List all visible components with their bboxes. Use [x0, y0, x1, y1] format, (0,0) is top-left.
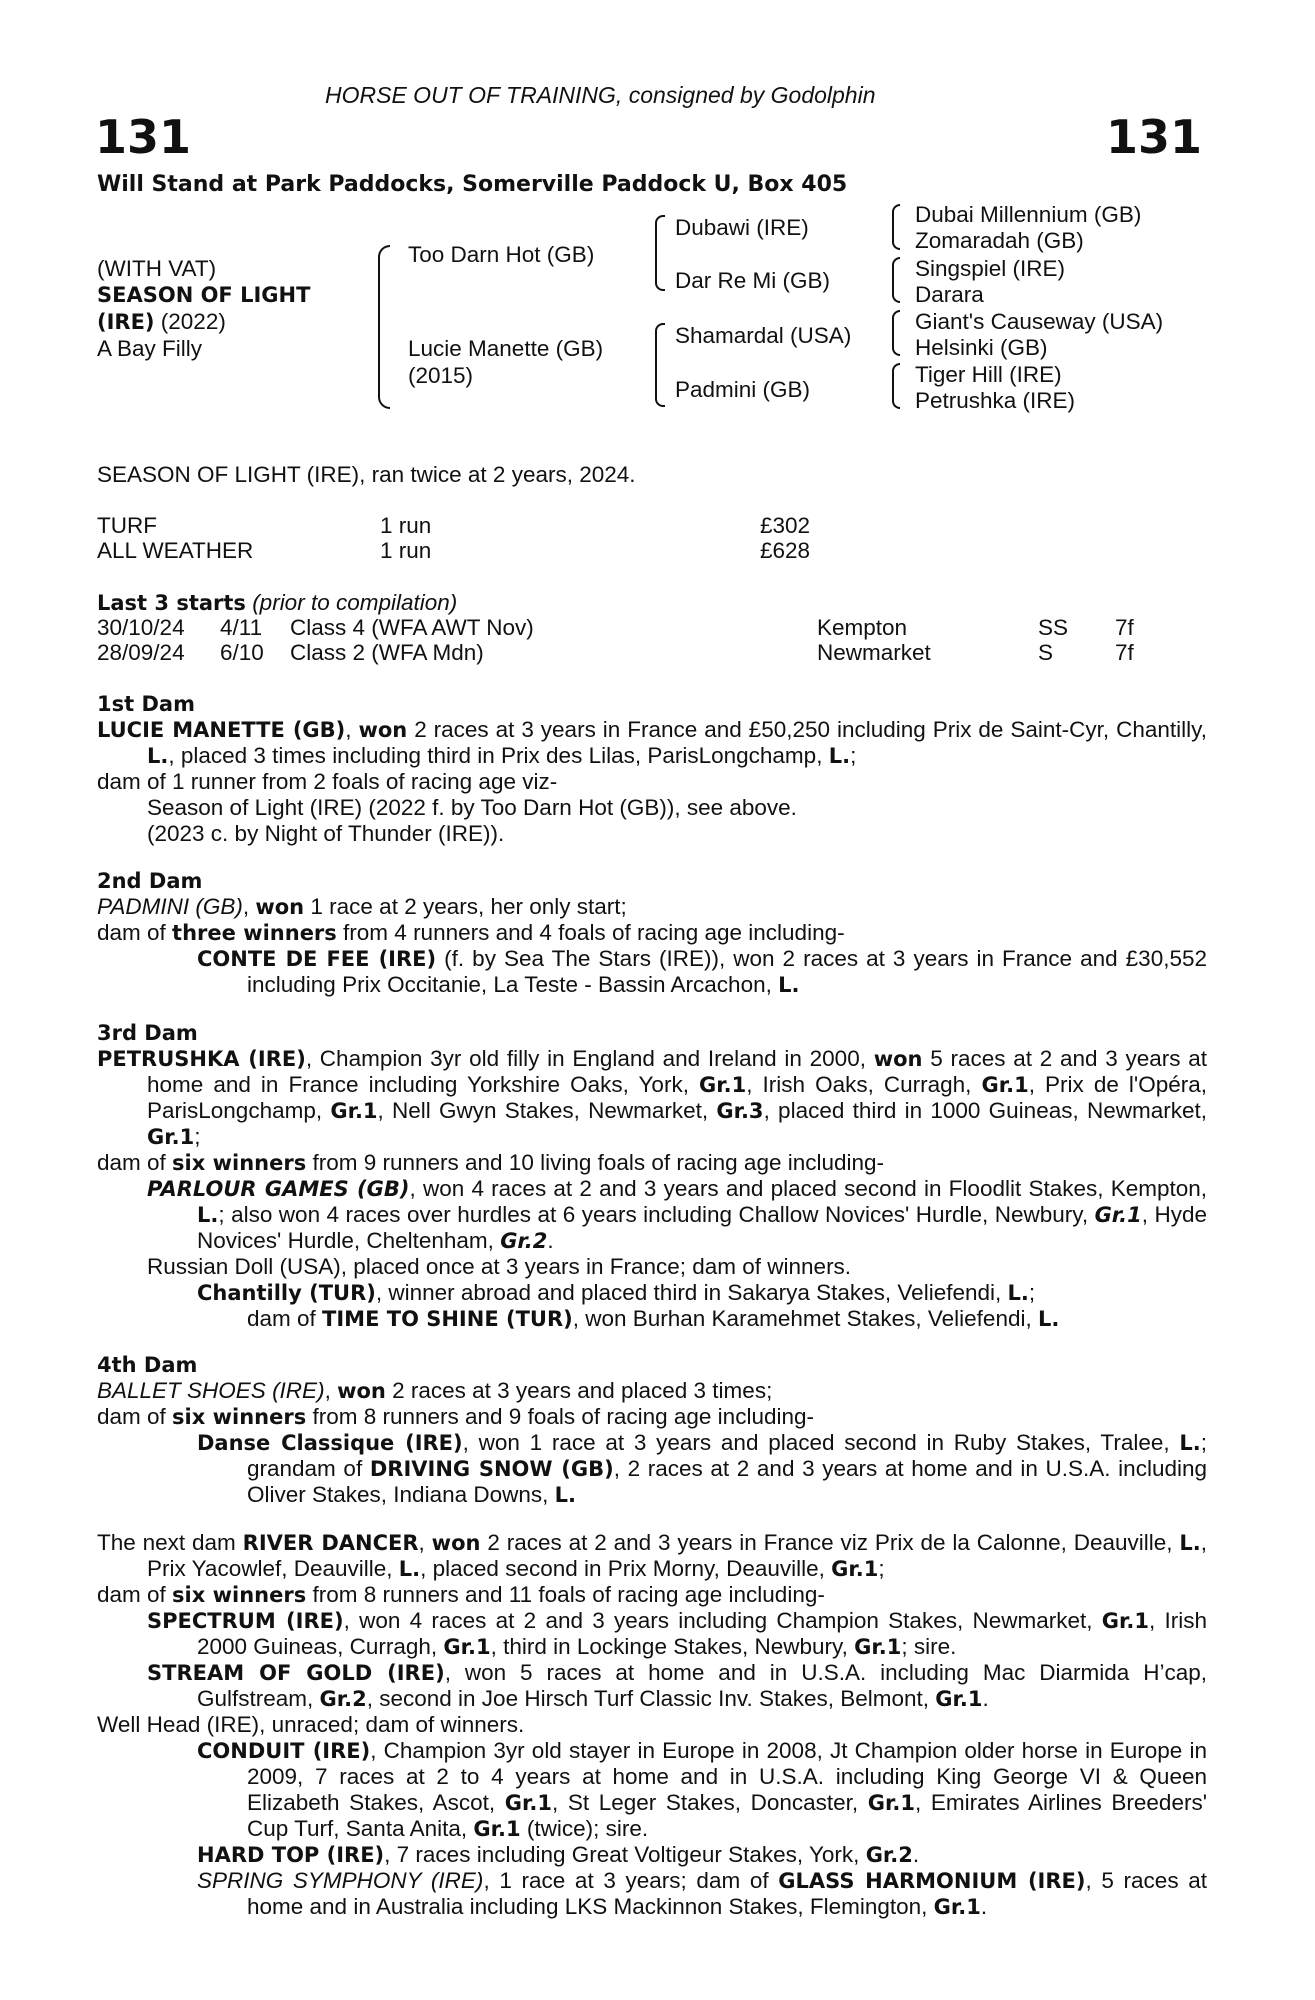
- start-course-2: Newmarket: [817, 640, 931, 665]
- second-dam-produce-1: CONTE DE FEE (IRE) (f. by Sea The Stars (IRE)), won 2 races at 3 years in France and £30,552 including Prix Occitanie, La Teste - Bassin Arcachon, L.: [197, 946, 1208, 997]
- start-race-1: Class 4 (WFA AWT Nov): [290, 615, 534, 640]
- next-dam-produce-2: STREAM OF GOLD (IRE), won 5 races at home and in U.S.A. including Mac Diarmida H’cap, Gulfstream, Gr.2, second in Joe Hirsch Turf Classic Inv. Stakes, Belmont, Gr.1.: [147, 1660, 1208, 1711]
- pedigree-brace-dam: [655, 323, 665, 407]
- pedigree-brace-g3-1: [892, 204, 900, 250]
- start-date-2: 28/09/24: [97, 640, 185, 665]
- first-dam-record: LUCIE MANETTE (GB), won 2 races at 3 years in France and £50,250 including Prix de Saint-Cyr, Chantilly, L., placed 3 times including third in Prix des Lilas, ParisLongchamp, L.;: [97, 717, 1207, 768]
- third-dam-produce-intro: dam of six winners from 9 runners and 10 living foals of racing age including-: [97, 1150, 885, 1175]
- second-dam-produce-intro: dam of three winners from 4 runners and 4 foals of racing age including-: [97, 920, 845, 945]
- start-position-2: 6/10: [220, 640, 264, 665]
- pedigree-brace-g3-3: [892, 310, 900, 356]
- pedigree-brace-sire: [655, 215, 665, 291]
- pedigree-dam-sire: Shamardal (USA): [675, 323, 852, 348]
- pedigree-g3-3: Singspiel (IRE): [915, 256, 1066, 281]
- lot-number-right: 131: [1105, 110, 1202, 164]
- pedigree-g3-2: Zomaradah (GB): [915, 228, 1084, 253]
- last-starts-heading: Last 3 starts (prior to compilation): [97, 590, 458, 615]
- pedigree-g3-6: Helsinki (GB): [915, 335, 1048, 360]
- pedigree-brace-main: [378, 245, 390, 409]
- horse-name: SEASON OF LIGHT: [97, 283, 311, 307]
- third-dam-heading: 3rd Dam: [97, 1021, 198, 1045]
- next-dam-produce-5: HARD TOP (IRE), 7 races including Great Voltigeur Stakes, York, Gr.2.: [197, 1842, 920, 1867]
- pedigree-g3-5: Giant's Causeway (USA): [915, 309, 1164, 334]
- record-earnings-1: £302: [760, 513, 811, 538]
- next-dam-produce-1: SPECTRUM (IRE), won 4 races at 2 and 3 years including Champion Stakes, Newmarket, Gr.1, Irish 2000 Guineas, Curragh, Gr.1, third in Lockinge Stakes, Newbury, Gr.1; sire.: [147, 1608, 1207, 1659]
- next-dam-record: The next dam RIVER DANCER, won 2 races at 2 and 3 years in France viz Prix de la Calonne, Deauville, L., Prix Yacowlef, Deauville, L., placed second in Prix Morny, Deauville, Gr.1;: [97, 1530, 1207, 1581]
- pedigree-sire: Too Darn Hot (GB): [408, 242, 595, 267]
- fourth-dam-heading: 4th Dam: [97, 1353, 198, 1377]
- third-dam-produce-3-dam-of: dam of TIME TO SHINE (TUR), won Burhan Karamehmet Stakes, Veliefendi, L.: [247, 1306, 1060, 1331]
- pedigree-dam-year: (2015): [408, 363, 474, 388]
- first-dam-produce-2: (2023 c. by Night of Thunder (IRE)).: [147, 821, 505, 846]
- race-summary: SEASON OF LIGHT (IRE), ran twice at 2 years, 2024.: [97, 462, 636, 487]
- third-dam-section: [97, 1020, 1207, 1332]
- fourth-dam-produce-1: Danse Classique (IRE), won 1 race at 3 years and placed second in Ruby Stakes, Tralee, L.; grandam of DRIVING SNOW (GB), 2 races at 2 and 3 years at home and in U.S.A. including Oliver Stakes, Indiana Downs, L.: [197, 1430, 1207, 1507]
- record-runs-2: 1 run: [380, 538, 432, 563]
- consignment-line: HORSE OUT OF TRAINING, consigned by Godolphin: [325, 82, 876, 108]
- vat-label: (WITH VAT): [97, 256, 217, 281]
- start-position-1: 4/11: [220, 615, 263, 640]
- next-dam-produce-3: Well Head (IRE), unraced; dam of winners.: [97, 1712, 525, 1737]
- start-going-2: S: [1038, 640, 1054, 665]
- second-dam-heading: 2nd Dam: [97, 869, 203, 893]
- first-dam-produce-1: Season of Light (IRE) (2022 f. by Too Darn Hot (GB)), see above.: [147, 795, 797, 820]
- start-distance-1: 7f: [1115, 615, 1134, 640]
- pedigree-dam: Lucie Manette (GB): [408, 336, 604, 361]
- record-earnings-2: £628: [760, 538, 811, 563]
- start-course-1: Kempton: [817, 615, 908, 640]
- pedigree-brace-g3-2: [892, 257, 900, 303]
- start-race-2: Class 2 (WFA Mdn): [290, 640, 484, 665]
- fourth-dam-section: [97, 1352, 1207, 1508]
- second-dam-section: [97, 868, 1207, 998]
- record-surface-2: ALL WEATHER: [97, 538, 254, 563]
- pedigree-sire-sire: Dubawi (IRE): [675, 215, 809, 240]
- pedigree-g3-7: Tiger Hill (IRE): [915, 362, 1062, 387]
- pedigree-sire-dam: Dar Re Mi (GB): [675, 268, 831, 293]
- next-dam-section: [97, 1530, 1207, 1920]
- lot-number-left: 131: [95, 110, 192, 164]
- first-dam-heading: 1st Dam: [97, 692, 195, 716]
- third-dam-produce-1: PARLOUR GAMES (GB), won 4 races at 2 and 3 years and placed second in Floodlit Stakes, Kempton, L.; also won 4 races over hurdles at 6 years including Challow Novices' Hurdle, Newbury, Gr.1, Hyde Novices' Hurdle, Cheltenham, Gr.2.: [147, 1176, 1208, 1253]
- next-dam-produce-6: SPRING SYMPHONY (IRE), 1 race at 3 years; dam of GLASS HARMONIUM (IRE), 5 races at home and in Australia including LKS Mackinnon Stakes, Flemington, Gr.1.: [197, 1868, 1207, 1919]
- pedigree-dam-dam: Padmini (GB): [675, 377, 811, 402]
- first-dam-produce-intro: dam of 1 runner from 2 foals of racing age viz-: [97, 769, 558, 794]
- pedigree-g3-1: Dubai Millennium (GB): [915, 202, 1142, 227]
- record-runs-1: 1 run: [380, 513, 432, 538]
- pedigree-g3-4: Darara: [915, 282, 984, 307]
- start-distance-2: 7f: [1115, 640, 1134, 665]
- stabling-line: Will Stand at Park Paddocks, Somerville Paddock U, Box 405: [97, 172, 848, 197]
- start-going-1: SS: [1038, 615, 1069, 640]
- third-dam-produce-2: Russian Doll (USA), placed once at 3 years in France; dam of winners.: [147, 1254, 852, 1279]
- pedigree-brace-g3-4: [892, 363, 900, 409]
- third-dam-record: PETRUSHKA (IRE), Champion 3yr old filly in England and Ireland in 2000, won 5 races at 2 and 3 years at home and in France including Yorkshire Oaks, York, Gr.1, Irish Oaks, Curragh, Gr.1, Prix de l'Opéra, ParisLongchamp, Gr.1, Nell Gwyn Stakes, Newmarket, Gr.3, placed third in 1000 Guineas, Newmarket, Gr.1;: [97, 1046, 1207, 1149]
- second-dam-record: PADMINI (GB), won 1 race at 2 years, her only start;: [97, 894, 627, 919]
- start-date-1: 30/10/24: [97, 615, 185, 640]
- fourth-dam-record: BALLET SHOES (IRE), won 2 races at 3 years and placed 3 times;: [97, 1378, 773, 1403]
- next-dam-produce-intro: dam of six winners from 8 runners and 11 foals of racing age including-: [97, 1582, 825, 1607]
- horse-description: A Bay Filly: [97, 336, 203, 361]
- fourth-dam-produce-intro: dam of six winners from 8 runners and 9 foals of racing age including-: [97, 1404, 814, 1429]
- third-dam-produce-3: Chantilly (TUR), winner abroad and placed third in Sakarya Stakes, Veliefendi, L.;: [197, 1280, 1036, 1305]
- pedigree-g3-8: Petrushka (IRE): [915, 388, 1076, 413]
- next-dam-produce-4: CONDUIT (IRE), Champion 3yr old stayer in Europe in 2008, Jt Champion older horse in Europe in 2009, 7 races at 2 to 4 years at home and in U.S.A. including King George VI & Queen Elizabeth Stakes, Ascot, Gr.1, St Leger Stakes, Doncaster, Gr.1, Emirates Airlines Breeders' Cup Turf, Santa Anita, Gr.1 (twice); sire.: [197, 1738, 1207, 1841]
- record-surface-1: TURF: [97, 513, 157, 538]
- first-dam-section: [97, 691, 1207, 847]
- horse-name-line2: (IRE) (2022): [97, 309, 226, 334]
